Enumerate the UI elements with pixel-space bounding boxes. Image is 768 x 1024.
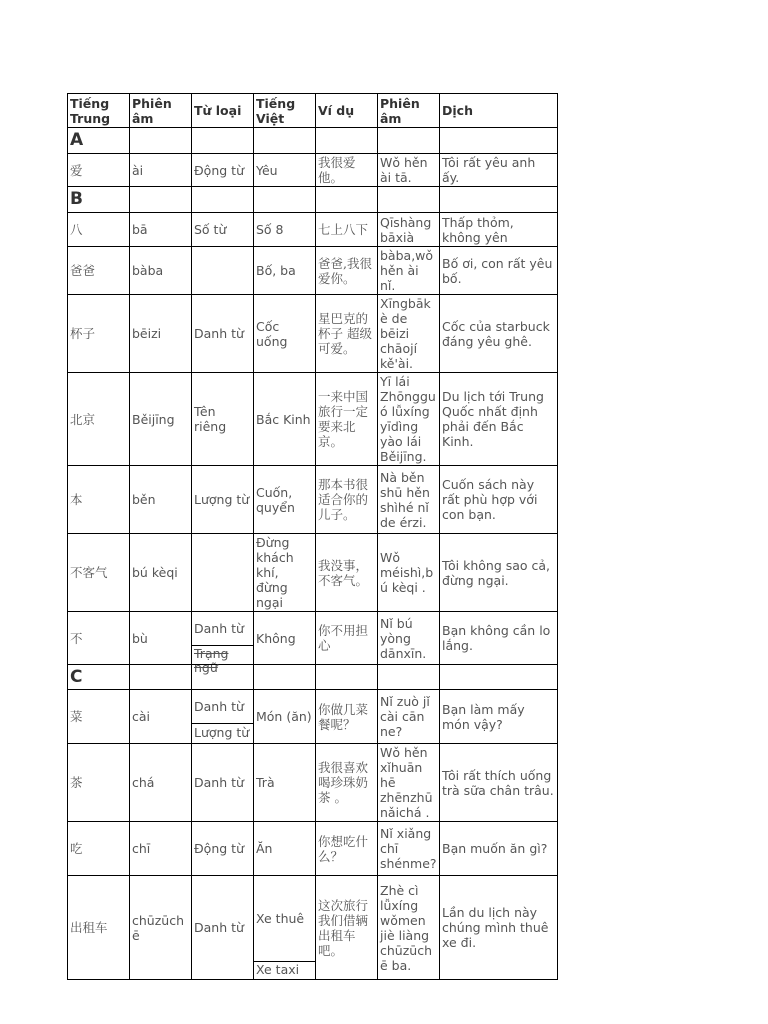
table-row xyxy=(68,690,558,744)
cell-pos: Danh từ xyxy=(192,744,254,822)
cell-translation: Bạn không cần lo lắng. xyxy=(440,612,558,665)
cell-example: 星巴克的杯子 超级可爱。 xyxy=(316,295,378,373)
cell-vietnamese: Món (ăn) xyxy=(254,690,316,744)
cell-hanzi: 不 xyxy=(68,612,130,665)
cell-translation: Cốc của starbuck đáng yêu ghê. xyxy=(440,295,558,373)
cell-example-pinyin: Wǒ méishì,bú kèqi . xyxy=(378,534,440,612)
cell-pos-split xyxy=(192,690,254,744)
cell-pos xyxy=(192,534,254,612)
cell-pos: Danh từ xyxy=(192,612,253,646)
table-row xyxy=(68,373,558,466)
cell-example: 我很喜欢喝珍珠奶茶 。 xyxy=(316,744,378,822)
cell-vietnamese-split xyxy=(254,876,316,980)
cell-pos: Trạng ngữ xyxy=(194,646,229,675)
cell-pos: Lượng từ xyxy=(194,725,250,740)
cell-hanzi: 茶 xyxy=(68,744,130,822)
section-letter: B xyxy=(68,187,130,213)
cell-translation: Tôi không sao cả, đừng ngại. xyxy=(440,534,558,612)
cell-example-pinyin: Nǐ xiǎng chī shénme? xyxy=(378,822,440,876)
cell-pinyin: bēizi xyxy=(130,295,192,373)
cell-example: 这次旅行我们借辆出租车吧。 xyxy=(316,876,378,980)
cell-pos xyxy=(192,247,254,295)
cell-pinyin: bàba xyxy=(130,247,192,295)
cell-pinyin: chá xyxy=(130,744,192,822)
cell-pos: Tên riêng xyxy=(192,373,254,466)
table-row xyxy=(68,466,558,534)
cell-pinyin: cài xyxy=(130,690,192,744)
cell-example: 那本书很适合你的儿子。 xyxy=(316,466,378,534)
cell-hanzi: 爸爸 xyxy=(68,247,130,295)
cell-hanzi: 本 xyxy=(68,466,130,534)
cell-translation: Bố ơi, con rất yêu bố. xyxy=(440,247,558,295)
cell-example-pinyin: Nǐ bú yòng dānxīn. xyxy=(378,612,440,665)
cell-pinyin: ài xyxy=(130,154,192,187)
table-row xyxy=(68,612,558,665)
cell-translation: Tôi rất thích uống trà sữa chân trâu. xyxy=(440,744,558,822)
header-cell: Phiên âm xyxy=(378,94,440,128)
cell-pinyin: bù xyxy=(130,612,192,665)
cell-example: 我很爱他。 xyxy=(316,154,378,187)
cell-vietnamese: Bố, ba xyxy=(254,247,316,295)
cell-hanzi: 不客气 xyxy=(68,534,130,612)
cell-example: 你想吃什么？ xyxy=(316,822,378,876)
cell-example-pinyin: Zhè cì lǚxíng wǒmen jiè liàng chūzūchē ba. xyxy=(378,876,440,980)
header-cell: Tiếng Trung xyxy=(68,94,130,128)
cell-vietnamese: Xe taxi xyxy=(256,962,300,977)
cell-pinyin: běn xyxy=(130,466,192,534)
cell-pos-split xyxy=(192,612,254,675)
header-cell: Dịch xyxy=(440,94,558,128)
section-row-b xyxy=(68,187,558,213)
header-cell: Phiên âm xyxy=(130,94,192,128)
header-cell: Ví dụ xyxy=(316,94,378,128)
section-letter: C xyxy=(68,665,130,690)
cell-example: 你做几菜餐呢？ xyxy=(316,690,378,744)
cell-pos: Danh từ xyxy=(192,876,254,980)
cell-pos: Danh từ xyxy=(192,295,254,373)
table-row xyxy=(68,154,558,187)
cell-example: 七上八下 xyxy=(316,213,378,247)
header-cell: Tiếng Việt xyxy=(254,94,316,128)
cell-vietnamese: Số 8 xyxy=(254,213,316,247)
cell-example-pinyin: Yī lái Zhōngguó lǚxíng yīdìng yào lái Běijīng. xyxy=(378,373,440,466)
cell-translation: Cuốn sách này rất phù hợp với con bạn. xyxy=(440,466,558,534)
table-header-row xyxy=(68,94,558,128)
cell-translation: Thấp thỏm, không yên xyxy=(440,213,558,247)
cell-pinyin: Běijīng xyxy=(130,373,192,466)
cell-hanzi: 八 xyxy=(68,213,130,247)
cell-vietnamese: Bắc Kinh xyxy=(254,373,316,466)
cell-vietnamese: Không xyxy=(254,612,316,665)
cell-hanzi: 爱 xyxy=(68,154,130,187)
cell-vietnamese: Xe thuê xyxy=(254,876,315,962)
cell-example-pinyin: Wǒ hěn ài tā. xyxy=(378,154,440,187)
cell-hanzi: 吃 xyxy=(68,822,130,876)
cell-example-pinyin: Wǒ hěn xǐhuān hē zhēnzhū nǎichá . xyxy=(378,744,440,822)
cell-vietnamese: Trà xyxy=(254,744,316,822)
cell-pos: Số từ xyxy=(192,213,254,247)
table-row xyxy=(68,822,558,876)
cell-pos: Lượng từ xyxy=(192,466,254,534)
cell-example: 爸爸,我很爱你。 xyxy=(316,247,378,295)
cell-hanzi: 菜 xyxy=(68,690,130,744)
section-row-c xyxy=(68,665,558,690)
header-cell: Từ loại xyxy=(192,94,254,128)
cell-hanzi: 杯子 xyxy=(68,295,130,373)
cell-translation: Tôi rất yêu anh ấy. xyxy=(440,154,558,187)
cell-translation: Lần du lịch này chúng mình thuê xe đi. xyxy=(440,876,558,980)
table-row xyxy=(68,534,558,612)
cell-vietnamese: Ăn xyxy=(254,822,316,876)
cell-example-pinyin: Xīngbākè de bēizi chāojí kě'ài. xyxy=(378,295,440,373)
cell-pinyin: chī xyxy=(130,822,192,876)
cell-example: 一来中国旅行一定要来北京。 xyxy=(316,373,378,466)
cell-example-pinyin: bàba,wǒ hěn ài nǐ. xyxy=(378,247,440,295)
table-row xyxy=(68,213,558,247)
cell-vietnamese: Yêu xyxy=(254,154,316,187)
vocabulary-table xyxy=(67,93,558,980)
section-row-a xyxy=(68,128,558,154)
cell-pos: Động từ xyxy=(192,154,254,187)
cell-pinyin: bú kèqi xyxy=(130,534,192,612)
cell-example-pinyin: Qīshàngbāxià xyxy=(378,213,440,247)
cell-pinyin: chūzūchē xyxy=(130,876,192,980)
cell-pinyin: bā xyxy=(130,213,192,247)
cell-example: 我没事，不客气。 xyxy=(316,534,378,612)
cell-example-pinyin: Nǐ zuò jǐ cài cān ne? xyxy=(378,690,440,744)
cell-hanzi: 出租车 xyxy=(68,876,130,980)
cell-vietnamese: Đừng khách khí, đừng ngại xyxy=(254,534,316,612)
cell-vietnamese: Cốc uống xyxy=(254,295,316,373)
cell-pos: Danh từ xyxy=(192,690,253,724)
cell-translation: Du lịch tới Trung Quốc nhất định phải đến Bắc Kinh. xyxy=(440,373,558,466)
table-row xyxy=(68,744,558,822)
cell-vietnamese: Cuốn, quyển xyxy=(254,466,316,534)
table-row xyxy=(68,876,558,980)
cell-example: 你不用担心 xyxy=(316,612,378,665)
cell-example-pinyin: Nà běn shū hěn shìhé nǐ de érzi. xyxy=(378,466,440,534)
cell-pos: Động từ xyxy=(192,822,254,876)
cell-hanzi: 北京 xyxy=(68,373,130,466)
section-letter: A xyxy=(68,128,130,154)
cell-translation: Bạn làm mấy món vậy? xyxy=(440,690,558,744)
table-row xyxy=(68,295,558,373)
table-row xyxy=(68,247,558,295)
cell-translation: Bạn muốn ăn gì? xyxy=(440,822,558,876)
